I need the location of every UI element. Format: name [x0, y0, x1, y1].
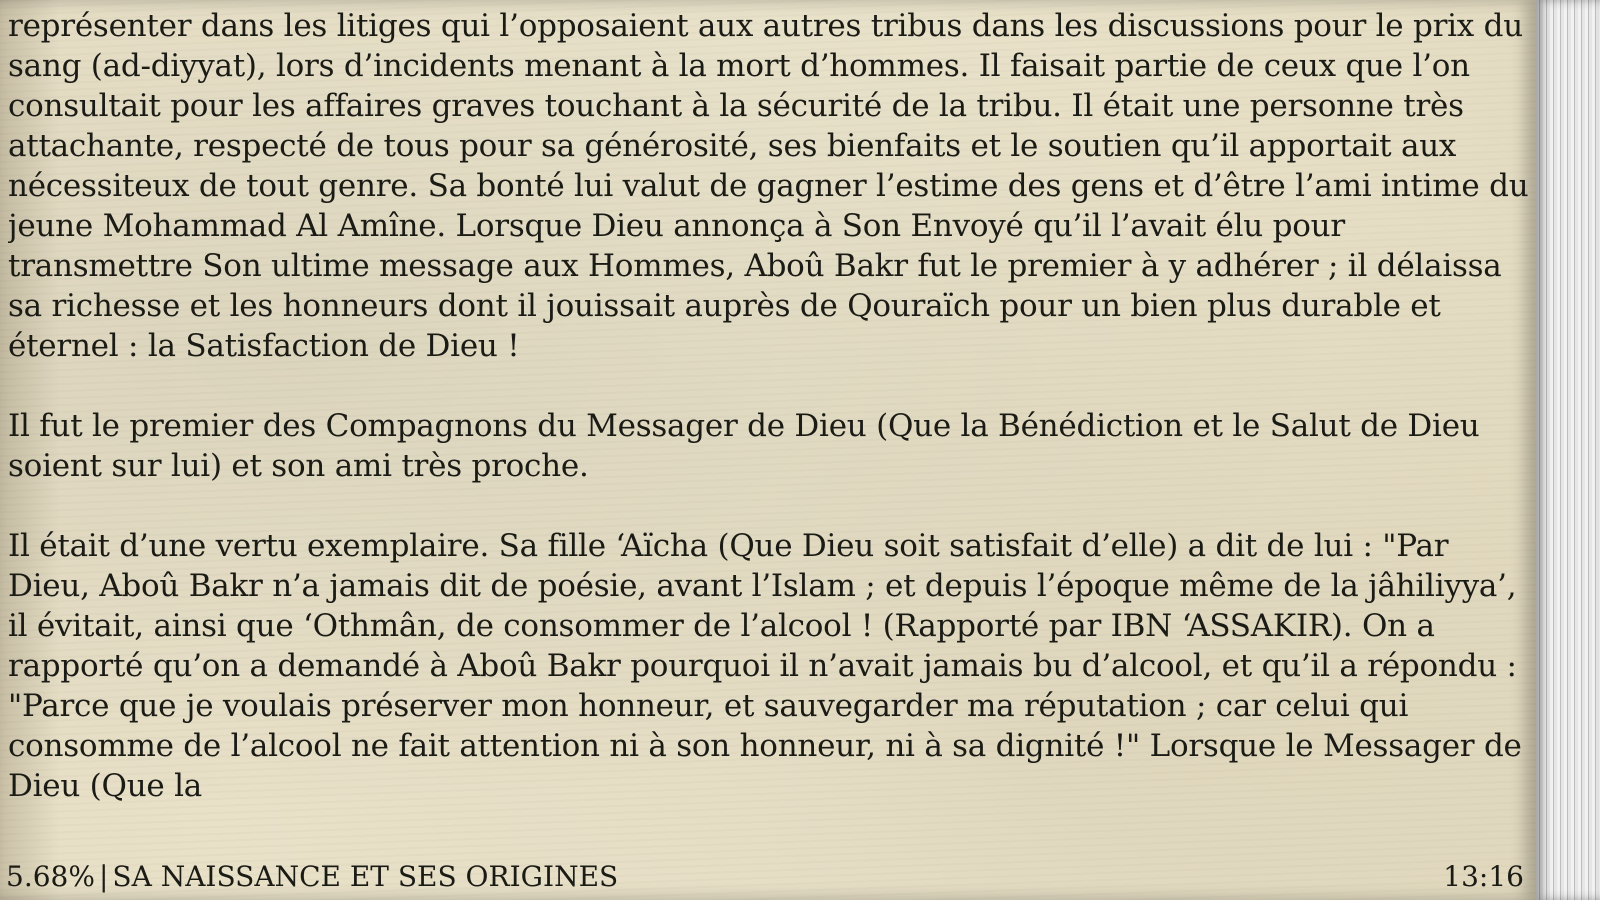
reading-progress: 5.68% — [6, 859, 95, 893]
paragraph-3: Il était d’une vertu exemplaire. Sa fille ‘Aïcha (Que Dieu soit satisfait d’elle) a dit de lui : "Par Dieu, Aboû Bakr n’a jamais dit de poésie, avant l’Islam ; et depuis l’époque même de la jâhiliyya’, il évitait, ainsi que ‘Othmân, de consommer de l’alcool ! (Rapporté par IBN ‘ASSAKIR). On a rapporté qu’on a demandé à Aboû Bakr pourquoi il n’avait jamais bu d’alcool, et qu’il a répondu : "Parce que je voulais préserver mon honneur, et sauvegarder ma réputation ; car celui qui consomme de l’alcool ne fait attention ni à son honneur, ni à sa dignité !" Lorsque le Messager de Dieu (Que la — [8, 528, 1522, 804]
paragraph-1: représenter dans les litiges qui l’opposaient aux autres tribus dans les discussions pour le prix du sang (ad-diyyat), lors d’incidents menant à la mort d’hommes. Il faisait partie de ceux que l’on consultait pour les affaires graves touchant à la sécurité de la tribu. Il était une personne très attachante, respecté de tous pour sa générosité, ses bienfaits et le soutien qu’il apportait aux nécessiteux de tout genre. Sa bonté lui valut de gagner l’estime des gens et d’être l’ami intime du jeune Mohammad Al Amîne. Lorsque Dieu annonça à Son Envoyé qu’il l’avait élu pour transmettre Son ultime message aux Hommes, Aboû Bakr fut le premier à y adhérer ; il délaissa sa richesse et les honneurs dont il jouissait auprès de Qouraïch pour un bien plus durable et éternel : la Satisfaction de Dieu ! — [8, 8, 1529, 364]
page-stack-edge[interactable] — [1536, 0, 1600, 900]
page-text — [8, 6, 1532, 846]
paragraph-2: Il fut le premier des Compagnons du Messager de Dieu (Que la Bénédiction et le Salut de Dieu soient sur lui) et son ami très proche. — [8, 408, 1480, 484]
clock-time: 13:16 — [1443, 859, 1524, 893]
footer-separator: | — [98, 859, 109, 893]
status-footer — [6, 856, 1530, 896]
chapter-title: SA NAISSANCE ET SES ORIGINES — [112, 859, 619, 893]
